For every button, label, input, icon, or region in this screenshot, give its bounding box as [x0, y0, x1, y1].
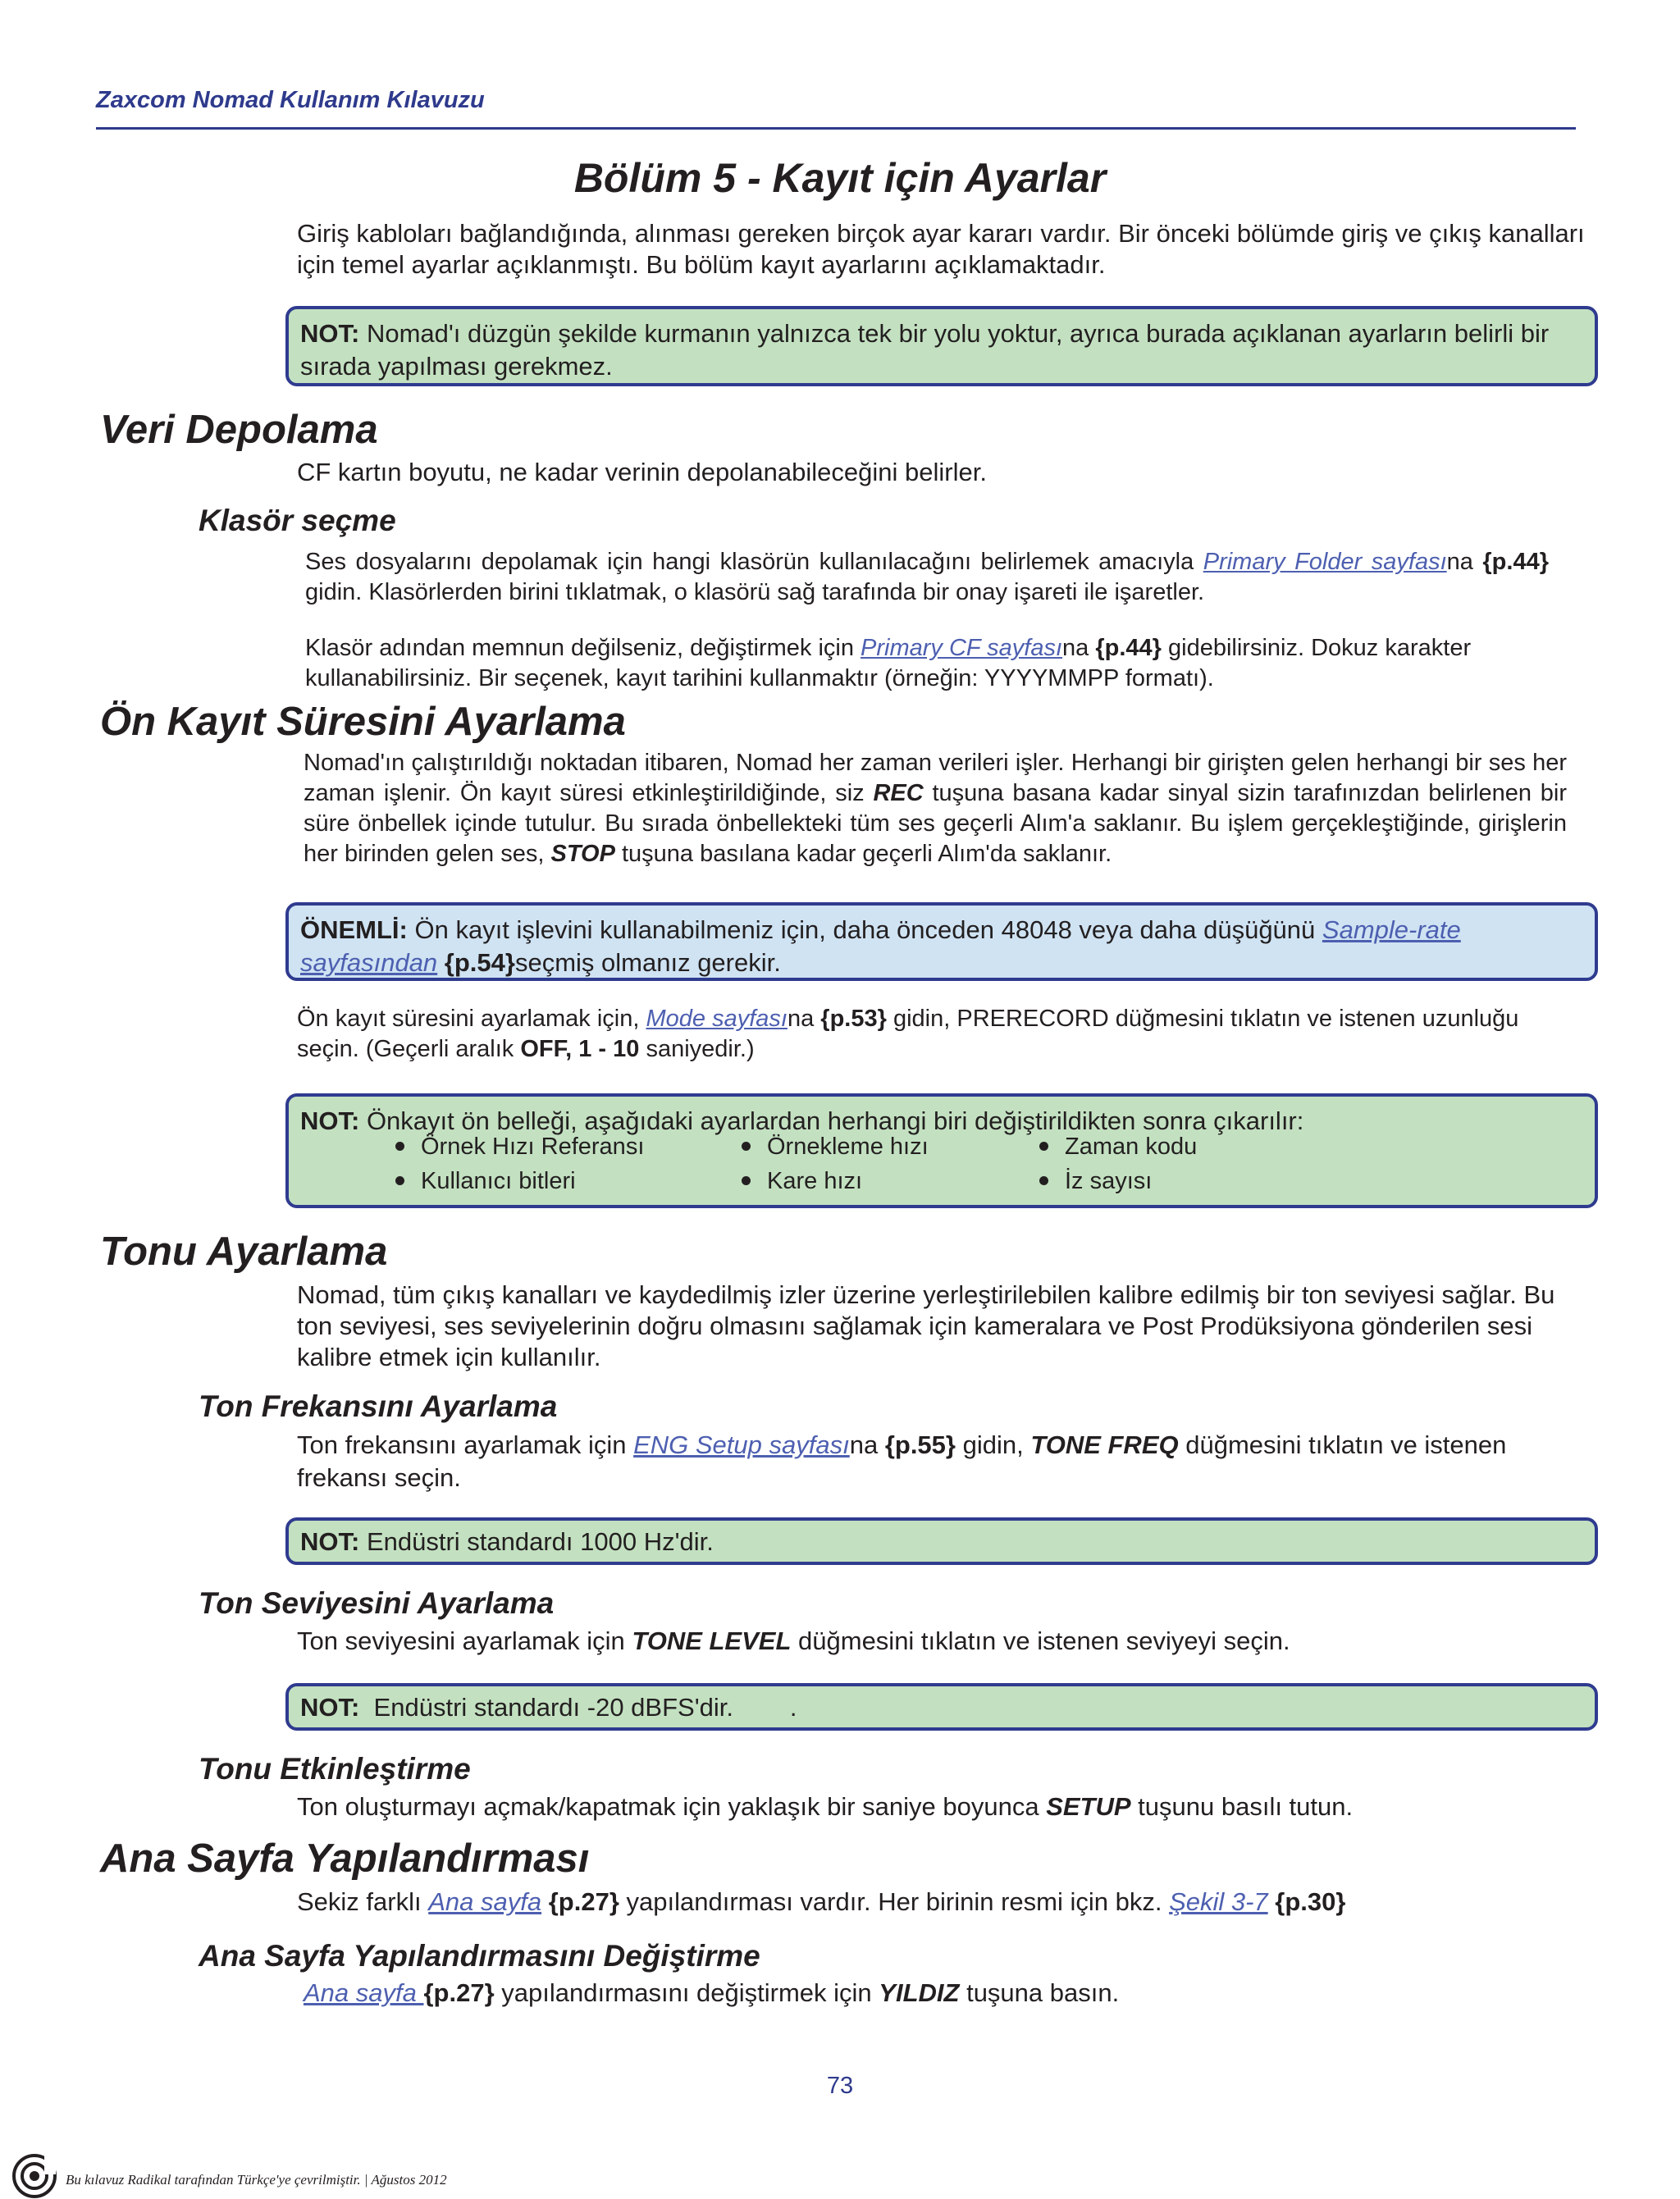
- on-kayit-paragraph: [304, 748, 1567, 869]
- text: gidin. Klasörlerden birini tıklatmak, o klasörü sağ tarafında bir onay işareti ile işaretler.: [305, 579, 1205, 605]
- figure-link[interactable]: Şekil 3-7: [1169, 1887, 1268, 1916]
- note-text: Nomad'ı düzgün şekilde kurmanın yalnızca tek bir yolu yoktur, ayrıca burada açıklanan ayarların belirli bir sırada yapılması gerekmez.: [300, 319, 1550, 381]
- text: Ton oluşturmayı açmak/kapatmak için yaklaşık bir saniye boyunca: [297, 1792, 1047, 1821]
- text: Ses dosyalarını depolamak için hangi klasörün kullanılacağını belirlemek amacıyla: [305, 549, 1203, 575]
- klasor-paragraph-1: [305, 547, 1549, 608]
- tone-freq-key: TONE FREQ: [1030, 1430, 1179, 1459]
- important-label: ÖNEMLİ:: [300, 915, 408, 944]
- running-header: Zaxcom Nomad Kullanım Kılavuzu: [96, 87, 485, 113]
- bullet-icon: [1039, 1142, 1048, 1151]
- subheading-klasor-secme: Klasör seçme: [199, 504, 396, 537]
- veri-depolama-text: CF kartın boyutu, ne kadar verinin depolanabileceğini belirler.: [297, 458, 987, 486]
- text: İz sayısı: [1065, 1168, 1153, 1194]
- text: gidin,: [955, 1430, 1031, 1459]
- page-ref: {p.53}: [820, 1006, 887, 1032]
- list-item: [395, 1168, 576, 1195]
- setup-key: SETUP: [1046, 1792, 1131, 1821]
- page-number: 73: [826, 2073, 854, 2099]
- ana-sayfa-link[interactable]: Ana sayfa: [304, 1978, 424, 2007]
- text: Ton frekansını ayarlamak için: [297, 1430, 634, 1459]
- text: na: [787, 1006, 821, 1032]
- text: düğmesini tıklatın ve istenen frekansı seçin.: [297, 1430, 1507, 1492]
- note-label: NOT:: [300, 1527, 360, 1556]
- tonu-ayarlama-text: Nomad, tüm çıkış kanalları ve kaydedilmiş izler üzerine yerleştirilebilen kalibre edilmiş bir ton seviyesi sağlar. Bu ton seviyesi, ses seviyelerinin doğru olmasını sağlamak için kameralara ve Post Prodüksiyona gönderilen sesi kalibre etmek için kullanılır.: [297, 1280, 1555, 1371]
- text: Zaman kodu: [1065, 1134, 1198, 1160]
- chapter-intro: Giriş kabloları bağlandığında, alınması gereken birçok ayar kararı vardır. Bir önceki bölümde giriş ve çıkış kanalları için temel ayarlar açıklanmıştı. Bu bölüm kayıt ayarlarını açıklamaktadır.: [297, 219, 1585, 279]
- prerecord-paragraph: [297, 1004, 1577, 1065]
- note-text: Endüstri standardı 1000 Hz'dir.: [359, 1527, 714, 1556]
- list-item: [395, 1134, 644, 1161]
- text: yapılandırması vardır. Her birinin resmi için bkz.: [619, 1887, 1170, 1916]
- bullet-icon: [742, 1176, 751, 1185]
- text: yapılandırmasını değiştirmek için: [494, 1978, 879, 2007]
- page-ref: {p.44}: [1482, 549, 1549, 575]
- tonu-etkinlestirme-text: [297, 1791, 1353, 1823]
- tone-level-key: TONE LEVEL: [632, 1626, 792, 1655]
- text: tuşuna basana kadar sinyal sizin tarafınızdan belirlenen bir süre önbellek içinde tutulur. Bu sırada önbellekteki tüm ses geçerli Alım'a saklanır. Bu işlem gerçekleştiğinde, girişlerin her birinden gelen ses,: [304, 780, 1568, 867]
- subheading-tonu-etkinlestirme: Tonu Etkinleştirme: [199, 1752, 471, 1786]
- note-box-tone-freq: [285, 1517, 1598, 1565]
- text: saniyedir.): [639, 1036, 755, 1062]
- primary-cf-link[interactable]: Primary CF sayfası: [861, 635, 1063, 661]
- text: Örnek Hızı Referansı: [421, 1134, 645, 1160]
- note-text: Endüstri standardı -20 dBFS'dir. .: [359, 1693, 797, 1722]
- klasor-paragraph-2: [305, 633, 1549, 694]
- text: Ton seviyesini ayarlamak için: [297, 1626, 632, 1655]
- sample-rate-link[interactable]: Sample-rate sayfasından: [300, 915, 1461, 977]
- stop-key: STOP: [550, 841, 615, 867]
- chapter-title: Bölüm 5 - Kayıt için Ayarlar: [573, 155, 1107, 201]
- text: Klasör adından memnun değilseniz, değiştirmek için: [305, 635, 861, 661]
- section-heading-veri-depolama: Veri Depolama: [100, 408, 378, 452]
- text: seçmiş olmanız gerekir.: [514, 948, 781, 977]
- bullet-icon: [742, 1142, 751, 1151]
- text: Kare hızı: [767, 1168, 863, 1194]
- text: Örnekleme hızı: [767, 1134, 929, 1160]
- yildiz-key: YILDIZ: [879, 1978, 960, 2007]
- ana-sayfa-degistirme-text: [304, 1978, 1119, 2009]
- list-item: [742, 1168, 862, 1195]
- note-box-tone-level: [285, 1683, 1598, 1731]
- subheading-ana-sayfa-degistirme: Ana Sayfa Yapılandırmasını Değiştirme: [199, 1939, 760, 1973]
- rec-key: REC: [873, 780, 924, 806]
- page-ref: {p.44}: [1095, 635, 1162, 661]
- text: na: [1446, 549, 1483, 575]
- page-ref: {p.54}: [444, 948, 515, 977]
- text: gidin, PRERECORD düğmesini tıklatın ve istenen uzunluğu seçin. (Geçerli aralık: [297, 1006, 1519, 1062]
- text: Kullanıcı bitleri: [421, 1168, 576, 1194]
- section-heading-tonu-ayarlama: Tonu Ayarlama: [100, 1230, 388, 1274]
- text: tuşuna basılana kadar geçerli Alım'da saklanır.: [614, 841, 1112, 867]
- bullet-icon: [395, 1176, 404, 1185]
- page-ref: {p.27}: [423, 1978, 495, 2007]
- page-ref: {p.30}: [1275, 1887, 1346, 1916]
- eng-setup-link[interactable]: ENG Setup sayfası: [633, 1430, 850, 1459]
- range-value: OFF, 1 - 10: [520, 1036, 640, 1062]
- section-heading-on-kayit: Ön Kayıt Süresini Ayarlama: [100, 700, 626, 744]
- important-box: [285, 902, 1598, 981]
- bullet-icon: [1039, 1176, 1048, 1185]
- text: na: [849, 1430, 885, 1459]
- text: tuşunu basılı tutun.: [1130, 1792, 1354, 1821]
- list-item: [742, 1134, 929, 1161]
- text: düğmesini tıklatın ve istenen seviyeyi seçin.: [791, 1626, 1290, 1655]
- subheading-ton-frekansi: Ton Frekansını Ayarlama: [199, 1389, 558, 1423]
- ton-frekansi-text: [297, 1429, 1577, 1494]
- list-item: [1039, 1134, 1197, 1161]
- text: Ön kayıt işlevini kullanabilmeniz için, daha önceden 48048 veya daha düşüğünü: [407, 915, 1322, 944]
- ana-sayfa-link[interactable]: Ana sayfa: [428, 1887, 542, 1916]
- note-label: NOT:: [300, 319, 360, 348]
- page-ref: {p.55}: [884, 1430, 956, 1459]
- section-heading-ana-sayfa: Ana Sayfa Yapılandırması: [100, 1836, 590, 1881]
- note-text: Önkayıt ön belleği, aşağıdaki ayarlardan herhangi biri değiştirildikten sonra çıkarılır:: [359, 1106, 1304, 1135]
- ana-sayfa-text: [297, 1886, 1345, 1918]
- ton-seviyesi-text: [297, 1626, 1290, 1657]
- mode-page-link[interactable]: Mode sayfası: [646, 1006, 788, 1032]
- text: Sekiz farklı: [297, 1887, 429, 1916]
- footer-credit: Bu kılavuz Radikal tarafından Türkçe'ye çevrilmiştir. | Ağustos 2012: [66, 2172, 447, 2188]
- note-label: NOT:: [300, 1106, 360, 1135]
- text: Ön kayıt süresini ayarlamak için,: [297, 1006, 646, 1032]
- bullet-icon: [395, 1142, 404, 1151]
- radikal-logo-icon: [11, 2153, 57, 2199]
- primary-folder-link[interactable]: Primary Folder sayfası: [1203, 549, 1447, 575]
- subheading-ton-seviyesi: Ton Seviyesini Ayarlama: [199, 1586, 555, 1620]
- list-item: [1039, 1168, 1152, 1195]
- header-divider: [96, 127, 1576, 130]
- note-label: NOT:: [300, 1693, 360, 1722]
- page-ref: {p.27}: [548, 1887, 619, 1916]
- text: tuşuna basın.: [959, 1978, 1120, 2007]
- text: Nomad'ın çalıştırıldığı noktadan itibaren, Nomad her zaman verileri işler. Herhangi bir girişten gelen herhangi bir ses her zaman işlenir. Ön kayıt süresi etkinleştirildiğinde, siz: [304, 750, 1567, 806]
- note-box-general: [285, 306, 1598, 386]
- text: gidebilirsiniz. Dokuz karakter kullanabilirsiniz. Bir seçenek, kayıt tarihini kullanmaktır (örneğin: YYYYMMPP formatı).: [305, 635, 1472, 691]
- text: na: [1062, 635, 1096, 661]
